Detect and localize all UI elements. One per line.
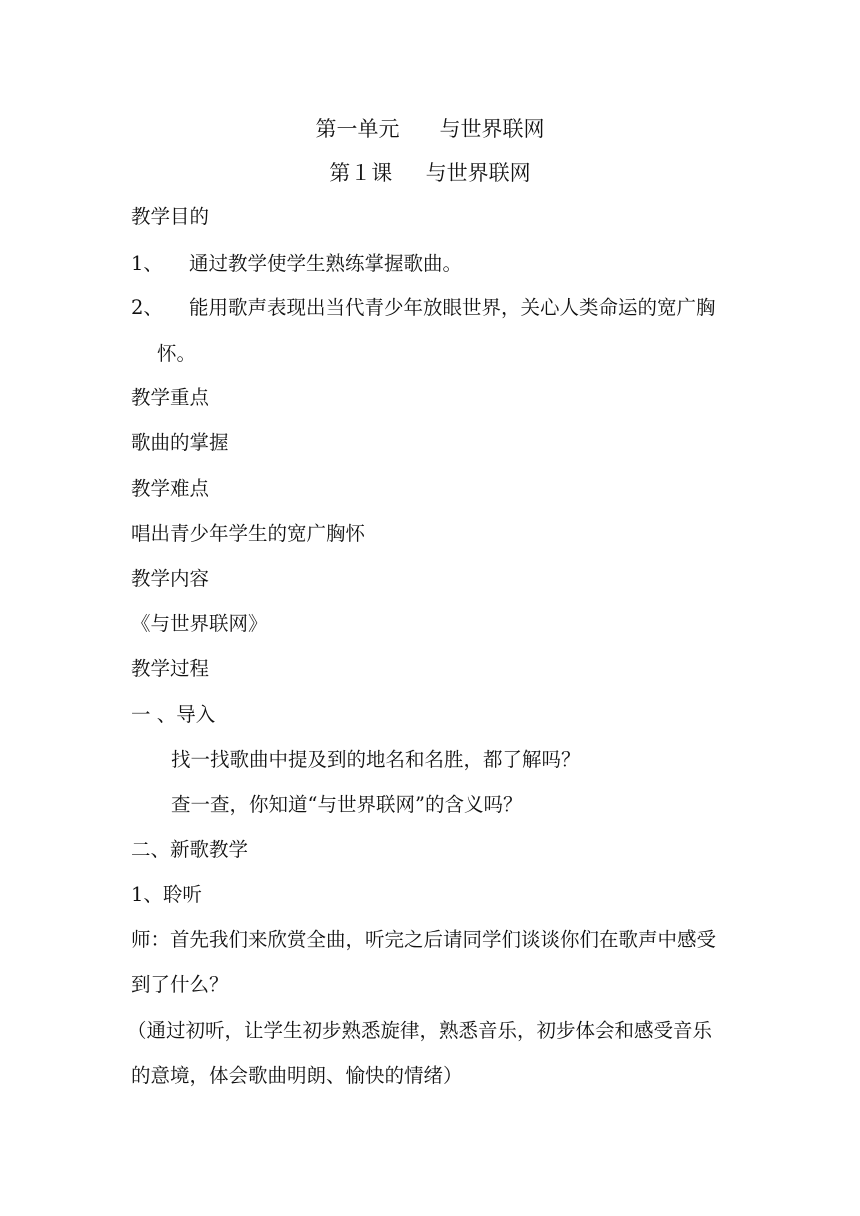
section-heading-process: 教学过程 [131, 657, 210, 680]
objective-item-2 [131, 296, 716, 320]
teacher-line-1: 师：首先我们来欣赏全曲，听完之后请同学们谈谈你们在歌声中感受 [131, 928, 717, 951]
key-points-text: 歌曲的掌握 [131, 431, 229, 454]
difficulties-text: 唱出青少年学生的宽广胸怀 [131, 522, 366, 545]
step1-heading: 一 、导入 [131, 703, 216, 726]
step1-line-1: 找一找歌曲中提及到的地名和名胜，都了解吗？ [171, 748, 581, 771]
content-text: 《与世界联网》 [131, 612, 268, 635]
step1-line-2: 查一查，你知道“与世界联网”的含义吗？ [171, 793, 523, 816]
section-heading-content: 教学内容 [131, 567, 210, 590]
unit-title: 第一单元 与世界联网 [315, 117, 545, 141]
note-line-2: 的意境，体会歌曲明朗、愉快的情绪） [131, 1064, 463, 1087]
note-line-1: （通过初听，让学生初步熟悉旋律，熟悉音乐，初步体会和感受音乐 [127, 1019, 713, 1042]
objective-number: 2、 [131, 296, 163, 319]
objective-number: 1、 [131, 252, 163, 275]
objective-text: 能用歌声表现出当代青少年放眼世界，关心人类命运的宽广胸 [189, 296, 716, 319]
lesson-title: 第１课 与世界联网 [329, 161, 531, 185]
teacher-line-2: 到了什么？ [131, 973, 229, 996]
objective-text: 通过教学使学生熟练掌握歌曲。 [189, 252, 463, 275]
section-heading-difficulties: 教学难点 [131, 477, 210, 500]
objective-item-2-continuation: 怀。 [157, 342, 197, 365]
section-heading-objectives: 教学目的 [131, 205, 210, 228]
section-heading-key-points: 教学重点 [131, 386, 210, 409]
objective-item-1 [131, 252, 462, 276]
step2-heading: 二、新歌教学 [131, 838, 249, 861]
step2-subheading: 1、聆听 [131, 883, 202, 906]
